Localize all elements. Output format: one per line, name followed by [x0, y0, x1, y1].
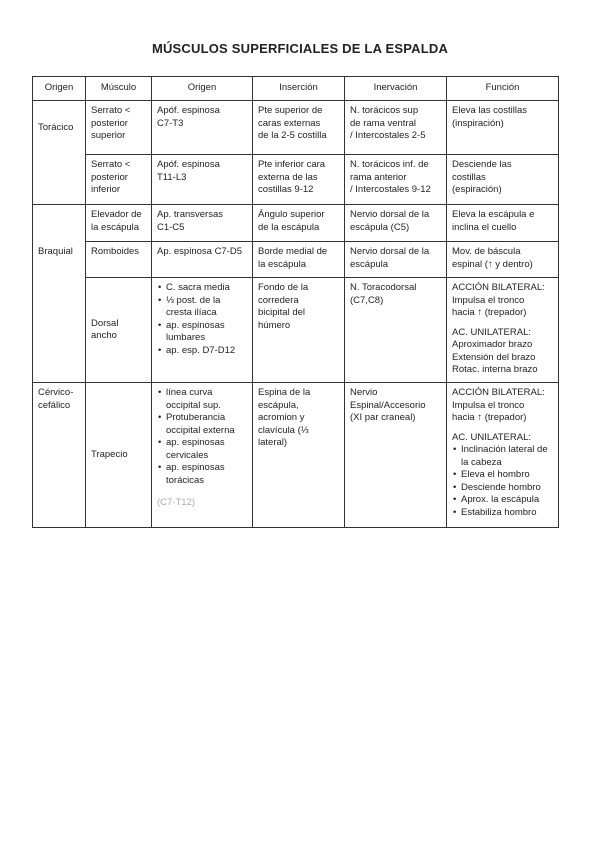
origen-cell — [152, 242, 253, 278]
text-line: Ángulo superior — [258, 209, 325, 220]
list-item: • ap. espinosas torácicas — [157, 462, 247, 487]
group-label: Torácico — [38, 121, 74, 133]
text-line: de la 2-5 costilla — [258, 130, 327, 141]
text-line: Mov. de báscula — [452, 246, 521, 257]
text-line: ancho — [91, 330, 117, 341]
insercion-cell — [253, 101, 345, 155]
header-cell: Origen — [33, 77, 86, 101]
inervacion-cell — [345, 383, 447, 528]
header-cell: Músculo — [86, 77, 152, 101]
text-line: Desciende las — [452, 159, 512, 170]
text-line: (XI par craneal) — [350, 412, 416, 423]
text-line: la escápula — [258, 258, 307, 270]
header-cell: Función — [447, 77, 559, 101]
group-cell-empty — [33, 155, 86, 205]
list-item: • ap. espinosas cervicales — [157, 437, 247, 462]
section-heading: ACCIÓN BILATERAL: — [452, 282, 545, 293]
text-line: Espina de la — [258, 387, 311, 398]
list-item: • C. sacra media — [157, 282, 247, 295]
text-line: de rama ventral — [350, 117, 417, 129]
header-row — [33, 77, 559, 101]
page-title: MÚSCULOS SUPERFICIALES DE LA ESPALDA — [151, 41, 449, 56]
funcion-cell — [447, 205, 559, 242]
text-line: inferior — [91, 184, 121, 195]
text-line: Trapecio — [91, 448, 128, 460]
header-cell: Origen — [152, 77, 253, 101]
header-cell: Inervación — [345, 77, 447, 101]
text-line: Elevador de — [91, 209, 142, 220]
musculo-cell — [86, 205, 152, 242]
text-line: hacia ↑ (trepador) — [452, 307, 527, 318]
text-line: externa de las — [258, 171, 318, 183]
text-line: / Intercostales 9-12 — [350, 184, 431, 195]
funcion-cell — [447, 278, 559, 383]
inervacion-cell — [345, 205, 447, 242]
table-row — [33, 205, 559, 242]
text-line: Serrato < — [91, 105, 131, 116]
text-line: C1-C5 — [157, 221, 185, 233]
section-heading: AC. UNILATERAL: — [452, 326, 532, 338]
text-line: la escápula — [91, 221, 140, 233]
text-line: Apóf. espinosa — [157, 159, 220, 170]
musculo-cell — [86, 101, 152, 155]
text-line: espinal (↑ y dentro) — [452, 258, 533, 270]
text-line: rama anterior — [350, 171, 407, 183]
text-line: Espinal/Accesorio — [350, 399, 426, 411]
inervacion-cell — [345, 101, 447, 155]
text-line: Aproximador brazo — [452, 339, 533, 350]
origen-cell — [152, 205, 253, 242]
text-line: inclina el cuello — [452, 221, 517, 233]
text-line: corredera — [258, 294, 299, 306]
table-row — [33, 155, 559, 205]
musculo-cell — [86, 155, 152, 205]
text-line: (inspiración) — [452, 117, 504, 129]
group-cell-empty — [33, 205, 86, 242]
text-line: Dorsal — [91, 317, 119, 329]
text-line: Nervio dorsal de la — [350, 246, 430, 257]
text-line: Impulsa el tronco — [452, 399, 525, 411]
text-line: Extensión del brazo — [452, 351, 536, 363]
table-row — [33, 278, 559, 383]
funcion-list — [452, 444, 553, 519]
origen-cell — [152, 383, 253, 528]
list-item: • Inclinación lateral de la cabeza — [452, 444, 553, 469]
text-line: Pte inferior cara — [258, 159, 326, 170]
text-line: superior — [91, 130, 126, 141]
text-line: hacia ↑ (trepador) — [452, 412, 527, 423]
text-line: húmero — [258, 319, 291, 331]
text-line: Nervio — [350, 387, 378, 398]
text-line: Apóf. espinosa — [157, 105, 220, 116]
group-label: Braquial — [38, 245, 73, 257]
text-line: Eleva la escápula e — [452, 209, 535, 220]
list-item: • Eleva el hombro — [452, 469, 553, 482]
insercion-cell — [253, 242, 345, 278]
list-item: • Estabiliza hombro — [452, 507, 553, 520]
list-item: • Desciende hombro — [452, 482, 553, 495]
text-line: lateral) — [258, 437, 288, 448]
list-item: • Protuberancia occipital externa — [157, 412, 247, 437]
origen-list — [157, 282, 247, 357]
text-line: Pte superior de — [258, 105, 323, 116]
inervacion-cell — [345, 155, 447, 205]
insercion-cell — [253, 383, 345, 528]
text-line: N. torácicos sup — [350, 105, 419, 116]
text-line: caras externas — [258, 117, 321, 129]
text-line: Romboides — [91, 246, 140, 257]
origen-note: (C7-T12) — [157, 497, 196, 508]
text-line: (C7,C8) — [350, 294, 384, 306]
musculo-cell — [86, 278, 152, 383]
funcion-cell — [447, 101, 559, 155]
muscles-table — [32, 76, 559, 528]
inervacion-cell — [345, 242, 447, 278]
section-heading: AC. UNILATERAL: — [452, 431, 532, 443]
insercion-cell — [253, 278, 345, 383]
text-line: Rotac. interna brazo — [452, 364, 538, 375]
header-cell: Inserción — [253, 77, 345, 101]
text-line: Nervio dorsal de la — [350, 209, 430, 220]
text-line: escápula — [350, 258, 389, 270]
funcion-cell — [447, 383, 559, 528]
text-line: Impulsa el tronco — [452, 294, 525, 306]
list-item: • ap. esp. D7-D12 — [157, 345, 247, 358]
text-line: posterior — [91, 117, 128, 129]
text-line: costillas — [452, 171, 486, 183]
origen-cell — [152, 278, 253, 383]
text-line: Ap. espinosa C7-D5 — [157, 246, 243, 257]
text-line: Serrato < — [91, 159, 131, 170]
insercion-cell — [253, 205, 345, 242]
funcion-cell — [447, 242, 559, 278]
text-line: bicipital del — [258, 307, 305, 318]
text-line: clavícula (⅓ — [258, 424, 309, 436]
list-item: • ⅓ post. de la cresta ilíaca — [157, 295, 247, 320]
table-row — [33, 383, 559, 528]
text-line: escápula (C5) — [350, 221, 410, 233]
text-line: (espiración) — [452, 184, 502, 195]
group-cell-toracico — [33, 101, 86, 155]
funcion-cell — [447, 155, 559, 205]
group-cell-braquial — [33, 242, 86, 278]
text-line: C7-T3 — [157, 117, 184, 129]
origen-cell — [152, 101, 253, 155]
text-line: Eleva las costillas — [452, 105, 527, 116]
list-item: • Aprox. la escápula — [452, 494, 553, 507]
group-label: Cérvico- — [38, 387, 74, 398]
insercion-cell — [253, 155, 345, 205]
text-line: / Intercostales 2-5 — [350, 130, 426, 141]
text-line: Borde medial de — [258, 246, 328, 257]
list-item: • ap. espinosas lumbares — [157, 320, 247, 345]
origen-cell — [152, 155, 253, 205]
text-line: acromion y — [258, 412, 305, 423]
text-line: N. torácicos inf. de — [350, 159, 429, 170]
origen-list — [157, 387, 247, 487]
musculo-cell — [86, 383, 152, 528]
text-line: escápula, — [258, 399, 299, 411]
text-line: Ap. transversas — [157, 209, 223, 220]
text-line: posterior — [91, 171, 128, 183]
text-line: T11-L3 — [157, 171, 187, 183]
inervacion-cell — [345, 278, 447, 383]
group-cell-cervico — [33, 383, 86, 528]
table-row — [33, 242, 559, 278]
text-line: Fondo de la — [258, 282, 309, 293]
text-line: de la escápula — [258, 221, 320, 233]
table-row — [33, 101, 559, 155]
group-label: cefálico — [38, 399, 71, 411]
musculo-cell — [86, 242, 152, 278]
group-cell-empty — [33, 278, 86, 383]
list-item: • línea curva occipital sup. — [157, 387, 247, 412]
text-line: costillas 9-12 — [258, 184, 314, 195]
section-heading: ACCIÓN BILATERAL: — [452, 387, 545, 398]
text-line: N. Toracodorsal — [350, 282, 417, 293]
